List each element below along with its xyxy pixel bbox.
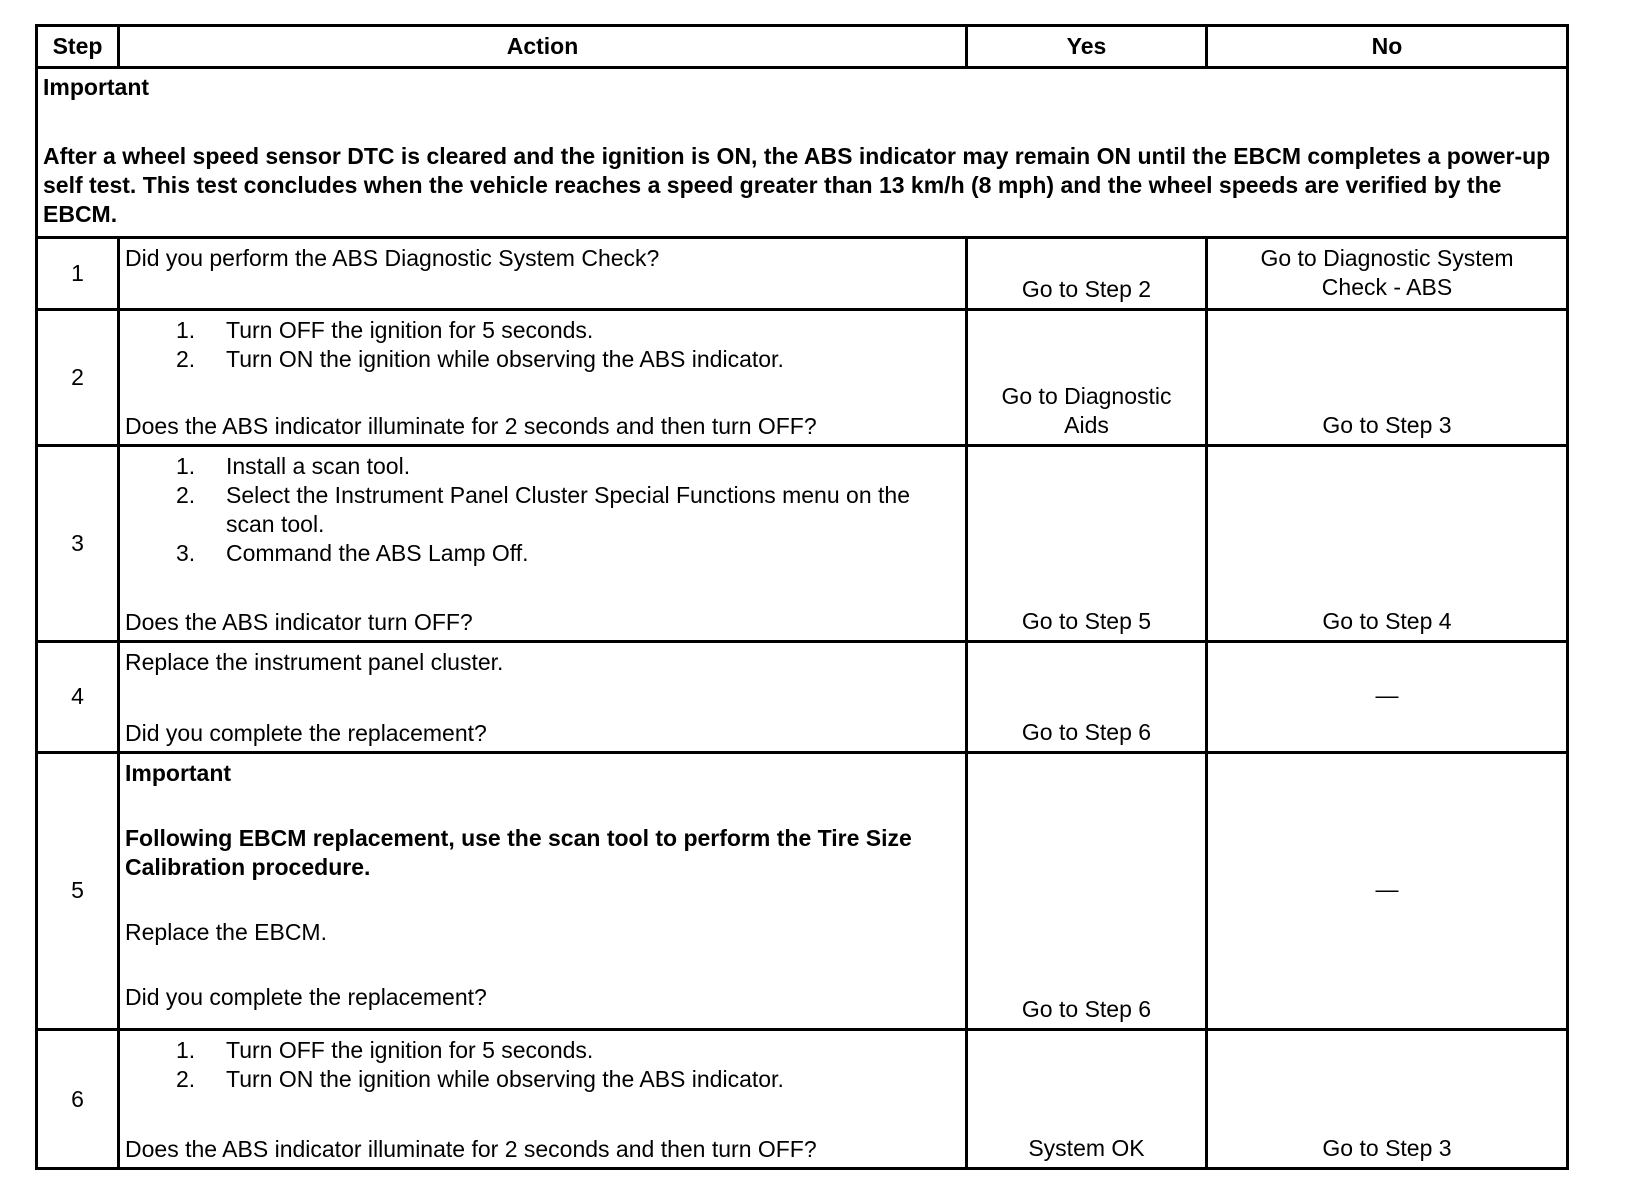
table-row xyxy=(37,1030,1568,1169)
important-title: Important xyxy=(125,759,232,786)
step-number: 1 xyxy=(37,238,119,309)
action-steps-list xyxy=(125,316,959,374)
step-number: 5 xyxy=(37,752,119,1030)
yes-link[interactable]: Go to Step 6 xyxy=(967,642,1207,752)
yes-link[interactable]: Go to Step 6 xyxy=(967,752,1207,1030)
table-row xyxy=(37,642,1568,752)
action-instruction: Replace the instrument panel cluster. xyxy=(125,649,504,676)
action-cell xyxy=(119,1030,967,1169)
no-value: — xyxy=(1207,752,1568,1030)
action-cell xyxy=(119,309,967,446)
table-row xyxy=(37,238,1568,309)
important-text: Following EBCM replacement, use the scan tool to perform the Tire Size Calibration procedure. xyxy=(125,824,912,880)
list-item: Install a scan tool. xyxy=(226,453,411,480)
action-question: Did you complete the replacement? xyxy=(125,983,487,1010)
action-question: Does the ABS indicator illuminate for 2 seconds and then turn OFF? xyxy=(125,1136,817,1162)
table-row xyxy=(37,446,1568,642)
important-notice xyxy=(37,67,1568,237)
header-step: Step xyxy=(37,26,119,68)
action-cell xyxy=(119,642,967,752)
action-question: Does the ABS indicator illuminate for 2 seconds and then turn OFF? xyxy=(125,413,817,440)
no-link-line1: Go to Diagnostic System xyxy=(1260,245,1514,272)
no-link-line2: Check - ABS xyxy=(1321,274,1453,301)
list-item: Turn OFF the ignition for 5 seconds. xyxy=(226,1037,594,1064)
yes-link[interactable]: Go to Step 2 xyxy=(967,238,1207,309)
step-number: 3 xyxy=(37,446,119,642)
action-steps-list xyxy=(125,452,959,568)
header-yes: Yes xyxy=(967,26,1207,68)
header-row xyxy=(37,26,1568,68)
list-item: Command the ABS Lamp Off. xyxy=(226,540,529,567)
action-steps-list xyxy=(125,1036,959,1094)
action-question: Did you complete the replacement? xyxy=(125,719,487,746)
list-item: Turn OFF the ignition for 5 seconds. xyxy=(226,316,594,343)
list-item: Select the Instrument Panel Cluster Special Functions menu on the scan tool. xyxy=(226,482,910,538)
notice-text: After a wheel speed sensor DTC is cleared and the ignition is ON, the ABS indicator may remain ON until the EBCM completes a power-up self test. This test concludes when the vehicle reaches a speed greater than 13 km/h (8 mph) and the wheel speeds are verified by the EBCM. xyxy=(43,142,1551,227)
table-row xyxy=(37,309,1568,446)
no-link[interactable]: Go to Step 3 xyxy=(1207,309,1568,446)
yes-link[interactable] xyxy=(967,309,1207,446)
no-link[interactable]: Go to Step 3 xyxy=(1207,1030,1568,1169)
list-item: Turn ON the ignition while observing the ABS indicator. xyxy=(226,345,784,372)
list-item: Turn ON the ignition while observing the ABS indicator. xyxy=(226,1066,784,1093)
action-cell xyxy=(119,752,967,1030)
no-value: — xyxy=(1207,642,1568,752)
yes-link-line1: Go to Diagnostic xyxy=(1001,383,1172,410)
step-number: 2 xyxy=(37,309,119,446)
diagnostic-table xyxy=(35,24,1569,1170)
header-action: Action xyxy=(119,26,967,68)
yes-link-line2: Aids xyxy=(1064,412,1109,439)
no-link[interactable]: Go to Step 4 xyxy=(1207,446,1568,642)
table-row xyxy=(37,752,1568,1030)
notice-title: Important xyxy=(43,73,150,100)
step-number: 4 xyxy=(37,642,119,752)
yes-value: System OK xyxy=(967,1030,1207,1169)
action-question: Did you perform the ABS Diagnostic System Check? xyxy=(125,245,660,272)
notice-row xyxy=(37,67,1568,237)
action-question: Does the ABS indicator turn OFF? xyxy=(125,609,473,636)
yes-link[interactable]: Go to Step 5 xyxy=(967,446,1207,642)
action-cell xyxy=(119,238,967,309)
action-cell xyxy=(119,446,967,642)
step-number: 6 xyxy=(37,1030,119,1169)
action-instruction: Replace the EBCM. xyxy=(125,918,327,945)
header-no: No xyxy=(1207,26,1568,68)
no-link[interactable] xyxy=(1207,238,1568,309)
